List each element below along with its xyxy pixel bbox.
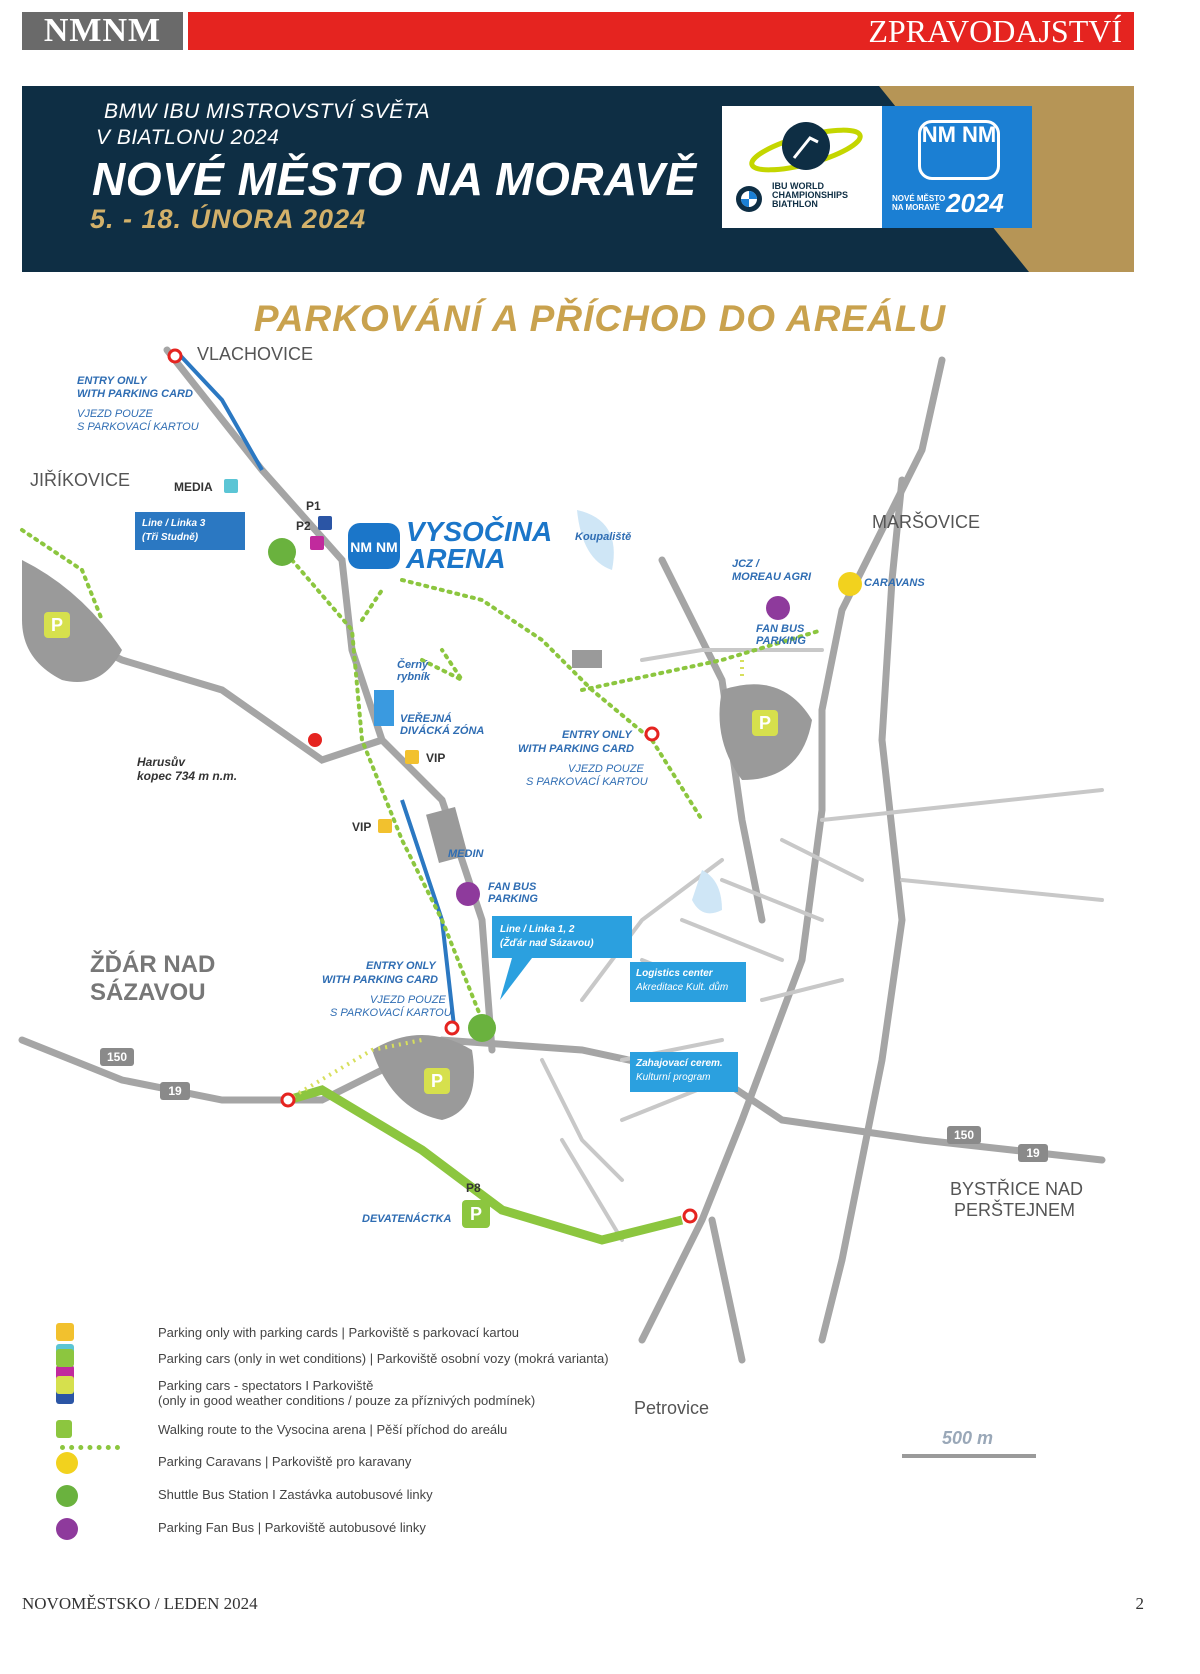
caravan-icon[interactable] bbox=[838, 572, 862, 596]
footer-publication: NOVOMĚSTSKO / LEDEN 2024 bbox=[22, 1594, 258, 1613]
zahajovaci-text-1: Zahajovací cerem. bbox=[636, 1058, 723, 1069]
road-number-19-east bbox=[1018, 1144, 1048, 1162]
legend-text-fanbus: Parking Fan Bus | Parkoviště autobusové linky bbox=[158, 1520, 426, 1535]
parking-yellow-icon bbox=[56, 1323, 74, 1341]
shuttle-legend-icon bbox=[56, 1485, 78, 1507]
fanbus-label-3: FAN BUS bbox=[488, 881, 537, 893]
entry-bot-2: WITH PARKING CARD bbox=[322, 974, 438, 986]
parking-marker-east[interactable] bbox=[752, 710, 778, 736]
entry-mid-2: WITH PARKING CARD bbox=[518, 743, 634, 755]
page-number: 2 bbox=[1135, 1594, 1144, 1613]
roads bbox=[22, 350, 1102, 1360]
legend-text-shuttle: Shuttle Bus Station I Zastávka autobusové linky bbox=[158, 1487, 433, 1502]
ibu-logo-text: IBU WORLD CHAMPIONSHIPS BIATHLON bbox=[772, 181, 849, 209]
p2-parking-icon bbox=[310, 536, 324, 550]
harusuv-label-2: kopec 734 m n.m. bbox=[137, 769, 238, 783]
road-number-19-west bbox=[160, 1082, 190, 1100]
banner-dates: 5. - 18. ÚNORA 2024 bbox=[90, 204, 367, 234]
championship-banner bbox=[22, 86, 1134, 272]
arena-name-2: ARENA bbox=[406, 543, 506, 574]
legend-text-wet: Parking cars (only in wet conditions) | Parkoviště osobní vozy (mokrá varianta) bbox=[158, 1351, 609, 1366]
koupaliste-label: Koupaliště bbox=[575, 531, 632, 543]
fan-bus-icon-medin[interactable] bbox=[456, 882, 480, 906]
parking-area-south bbox=[372, 1035, 474, 1120]
place-zdar-2: SÁZAVOU bbox=[90, 979, 206, 1006]
logistics-callout bbox=[630, 962, 746, 1002]
parking-marker-p8[interactable] bbox=[462, 1200, 490, 1228]
road-19-west-text: 19 bbox=[168, 1084, 182, 1098]
entry-mid-1: ENTRY ONLY bbox=[562, 729, 632, 741]
scale-label: 500 m bbox=[942, 1428, 994, 1448]
logistics-text-1: Logistics center bbox=[636, 968, 713, 979]
parking-area-west bbox=[22, 560, 122, 682]
place-marsovice: MARŠOVICE bbox=[872, 512, 981, 532]
page-heading: PARKOVÁNÍ A PŘÍCHOD DO AREÁLU bbox=[253, 298, 947, 339]
vip-parking-icon-2 bbox=[378, 819, 392, 833]
p1-label: P1 bbox=[306, 499, 321, 513]
zona-label-2: DIVÁCKÁ ZÓNA bbox=[400, 725, 485, 737]
jcz-label-1: JCZ / bbox=[732, 558, 759, 570]
line12-text-1: Line / Linka 1, 2 bbox=[500, 924, 575, 935]
p1-parking-icon bbox=[318, 516, 332, 530]
road-150-west-text: 150 bbox=[106, 1050, 128, 1064]
harusuv-label-1: Harusův bbox=[137, 755, 186, 769]
vip-label-1: VIP bbox=[426, 751, 446, 765]
bmw-logo-icon bbox=[734, 184, 764, 214]
shuttle-bus-icon-north[interactable] bbox=[268, 538, 296, 566]
road-19-east-text: 19 bbox=[1026, 1146, 1040, 1160]
legend-text-spectators: Parking cars - spectators I Parkoviště (only in good weather conditions / pouze za příznivých podmínek) bbox=[158, 1378, 536, 1408]
nmnm-logo-card bbox=[882, 106, 1032, 228]
section-bar bbox=[188, 12, 1134, 50]
parking-marker-west[interactable] bbox=[44, 612, 70, 638]
medin-label: MEDIN bbox=[448, 848, 484, 860]
fanbus-label-4: PARKING bbox=[488, 893, 538, 905]
line3-text-1: Line / Linka 3 bbox=[142, 518, 206, 529]
jcz-label-2: MOREAU AGRI bbox=[732, 571, 812, 583]
place-jirikovice: JIŘÍKOVICE bbox=[30, 470, 131, 490]
spectator-zone bbox=[374, 690, 394, 726]
parking-marker-south-label: P bbox=[430, 1071, 444, 1091]
logistics-text-2: Akreditace Kult. dům bbox=[636, 982, 729, 993]
banner-title: NOVÉ MĚSTO NA MORAVĚ bbox=[92, 153, 697, 205]
line12-callout bbox=[492, 916, 632, 1000]
p8-label: P8 bbox=[466, 1181, 481, 1195]
zahajovaci-text-2: Kulturní program bbox=[636, 1072, 711, 1083]
section-label: ZPRAVODAJSTVÍ bbox=[868, 13, 1122, 49]
devatenactka-label: DEVATENÁCTKA bbox=[362, 1213, 452, 1225]
entry-bot-1: ENTRY ONLY bbox=[366, 960, 436, 972]
yellow-routes bbox=[287, 660, 742, 1100]
road-number-150-east bbox=[947, 1126, 981, 1144]
walking-icon bbox=[56, 1420, 72, 1438]
zona-label-1: VEŘEJNÁ bbox=[400, 713, 452, 725]
parking-lime-icon bbox=[56, 1376, 74, 1394]
legend-text-walking: Walking route to the Vysocina arena | Pěší příchod do areálu bbox=[158, 1422, 508, 1437]
entry-top-2: WITH PARKING CARD bbox=[77, 388, 193, 400]
entry-top-4: S PARKOVACÍ KARTOU bbox=[77, 421, 199, 433]
entry-mid-3: VJEZD POUZE bbox=[568, 763, 644, 775]
parking-marker-east-label: P bbox=[758, 713, 772, 733]
fan-bus-icon-east[interactable] bbox=[766, 596, 790, 620]
cerny-label-1: Černý bbox=[397, 659, 429, 671]
lake bbox=[692, 870, 722, 913]
nmnm-year: 2024 bbox=[946, 188, 1004, 218]
entry-top-3: VJEZD POUZE bbox=[77, 408, 153, 420]
parking-marker-south[interactable] bbox=[424, 1068, 450, 1094]
parking-marker-west-label: P bbox=[50, 615, 64, 635]
p2-label: P2 bbox=[296, 519, 311, 533]
media-label: MEDIA bbox=[174, 480, 213, 494]
entry-bot-3: VJEZD POUZE bbox=[370, 994, 446, 1006]
line12-text-2: (Žďár nad Sázavou) bbox=[500, 938, 594, 949]
ibu-logo-card bbox=[722, 106, 882, 228]
road-number-150-west bbox=[100, 1048, 134, 1066]
nmnm-logo: NM NM bbox=[918, 120, 1000, 180]
fanbus-label-2: PARKING bbox=[756, 635, 806, 647]
arena-logo: NM NM bbox=[350, 539, 398, 555]
line3-callout bbox=[135, 512, 245, 550]
ibu-globe-icon bbox=[736, 114, 866, 184]
legend-text-caravans: Parking Caravans | Parkoviště pro karavany bbox=[158, 1454, 412, 1469]
entry-bot-4: S PARKOVACÍ KARTOU bbox=[330, 1007, 452, 1019]
entry-top-1: ENTRY ONLY bbox=[77, 375, 147, 387]
building bbox=[572, 650, 602, 668]
media-parking-icon bbox=[224, 479, 238, 493]
banner-line-1: BMW IBU MISTROVSTVÍ SVĚTA bbox=[104, 100, 430, 123]
vip-label-2: VIP bbox=[352, 820, 372, 834]
fanbus-legend-icon bbox=[56, 1518, 78, 1540]
place-bystrice-2: PERŠTEJNEM bbox=[954, 1200, 1076, 1220]
place-zdar-1: ŽĎÁR NAD bbox=[90, 951, 216, 978]
parking-marker-p8-label: P bbox=[469, 1204, 483, 1224]
vip-parking-icon-1 bbox=[405, 750, 419, 764]
banner-line-2: V BIATLONU 2024 bbox=[96, 126, 280, 149]
nmnm-sub: NOVÉ MĚSTO NA MORAVĚ bbox=[892, 194, 946, 212]
cerny-label-2: rybník bbox=[397, 671, 431, 683]
shuttle-bus-icon-south[interactable] bbox=[468, 1014, 496, 1042]
place-petrovice: Petrovice bbox=[634, 1398, 710, 1418]
place-vlachovice: VLACHOVICE bbox=[197, 344, 314, 364]
line3-text-2: (Tři Studně) bbox=[142, 532, 199, 543]
place-bystrice-1: BYSTŘICE NAD bbox=[950, 1179, 1084, 1199]
road-150-east-text: 150 bbox=[953, 1128, 975, 1142]
legend-text-permit: Parking only with parking cards | Parkoviště s parkovací kartou bbox=[158, 1325, 520, 1340]
caravan-legend-icon bbox=[56, 1452, 78, 1474]
entry-mid-4: S PARKOVACÍ KARTOU bbox=[526, 776, 648, 788]
parking-green-icon bbox=[56, 1349, 74, 1367]
fanbus-label-1: FAN BUS bbox=[756, 623, 805, 635]
caravans-label: CARAVANS bbox=[864, 577, 925, 589]
newspaper-logo: NMNM bbox=[22, 12, 183, 50]
zahajovaci-callout bbox=[630, 1052, 738, 1092]
no-entry-icon bbox=[308, 733, 322, 747]
arena-name-1: VYSOČINA bbox=[406, 516, 553, 547]
top-bar bbox=[22, 12, 1134, 50]
vysocina-arena[interactable] bbox=[348, 515, 552, 574]
